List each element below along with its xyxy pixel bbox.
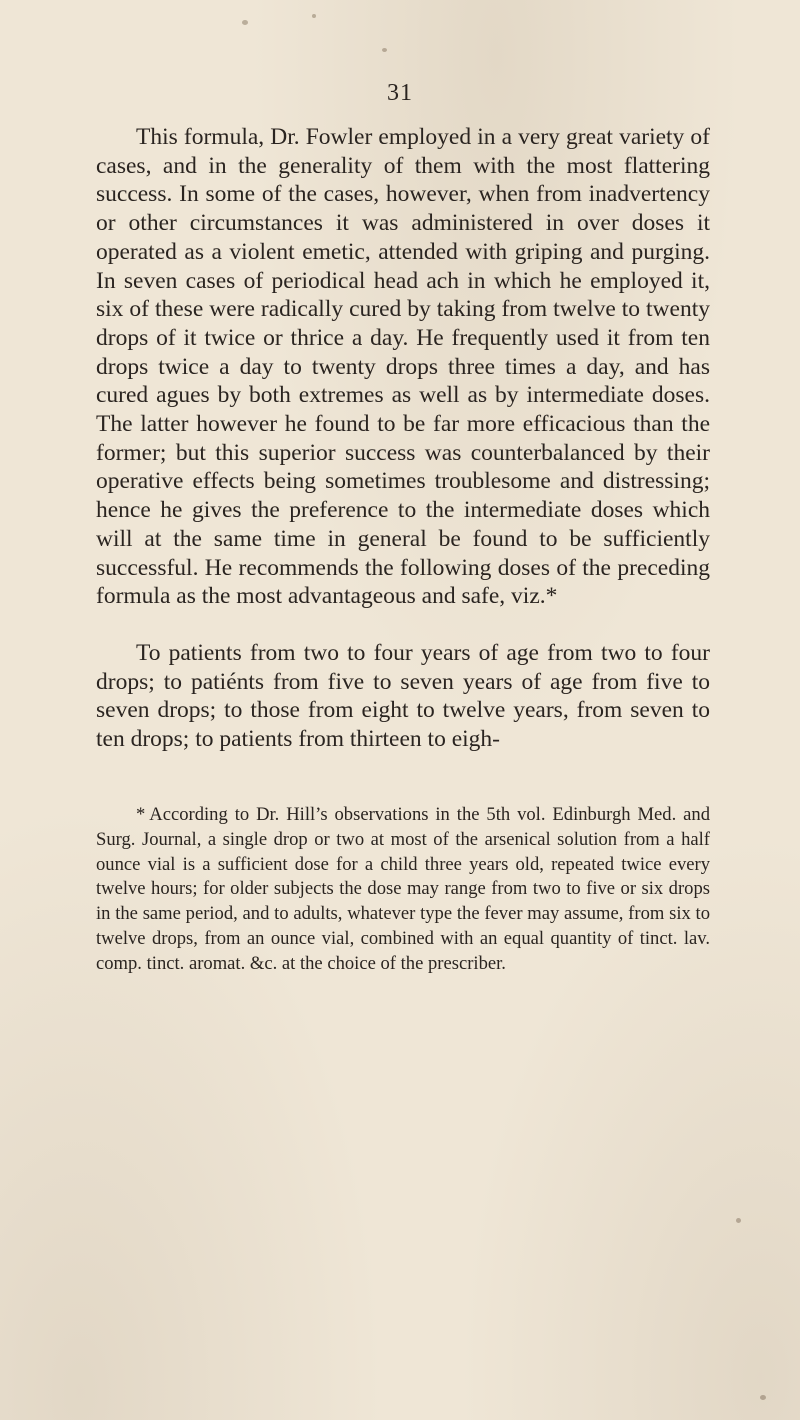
page-number: 31 bbox=[387, 80, 413, 106]
paper-stain bbox=[382, 48, 387, 52]
footnote bbox=[96, 803, 710, 977]
paper-stain bbox=[760, 1395, 766, 1400]
body-paragraph: To patients from two to four years of age from two to four drops; to patiénts from five to seven years of age from five to seven drops; to those from eight to twelve years, from seven to ten drops; to patients from thirteen to eigh- bbox=[96, 639, 710, 753]
paper-stain bbox=[736, 1218, 741, 1223]
body-paragraph: This formula, Dr. Fowler employed in a very great variety of cases, and in the generality of them with the most flattering success. In some of the cases, however, when from inadvertency or other circumstances it was administered in over doses it operated as a violent emetic, attended with griping and purging. In seven cases of periodical head ach in which he employed it, six of these were radically cured by taking from twelve to twenty drops of it twice or thrice a day. He frequently used it from ten drops twice a day to twenty drops three times a day, and has cured agues by both extremes as well as by intermediate doses. The latter however he found to be far more efficacious than the former; but this superior success was counterbalanced by their operative effects being sometimes troublesome and distressing; hence he gives the preference to the intermediate doses which will at the same time in general be found to be sufficiently successful. He recommends the following doses of the preceding formula as the most advantageous and safe, viz.* bbox=[96, 124, 710, 610]
footnote-mark: * bbox=[136, 804, 146, 825]
paper-stain bbox=[312, 14, 316, 18]
footnote-paragraph bbox=[96, 803, 710, 977]
paper-stain bbox=[242, 20, 248, 25]
body-text bbox=[96, 123, 710, 754]
footnote-text: According to Dr. Hill’s observations in the 5th vol. Edinburgh Med. and Surg. Journal, a single drop or two at most of the arsenical solution from a half ounce vial is a sufficient dose for a child three years old, repeated twice every twelve hours; for older subjects the dose may range from two to five or six drops in the same period, and to adults, whatever type the fever may assume, from six to twelve drops, from an ounce vial, combined with an equal quantity of tinct. lav. comp. tinct. aromat. &c. at the choice of the prescriber. bbox=[96, 804, 710, 974]
